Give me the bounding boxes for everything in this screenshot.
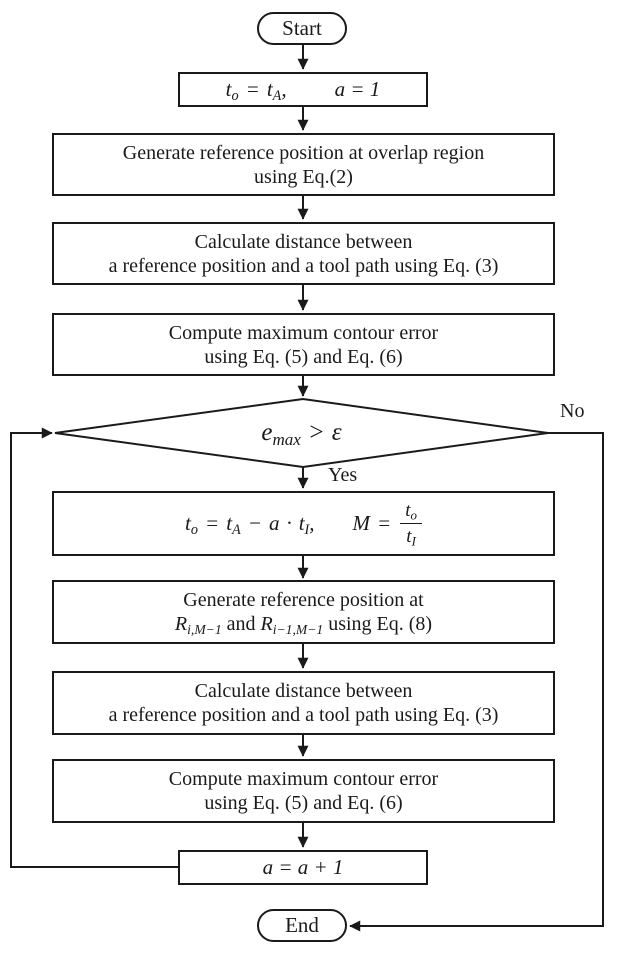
update-t2: t (226, 510, 233, 535)
decision-epsilon: ε (331, 419, 342, 446)
gen-r-R1-base: R (174, 613, 188, 635)
update-fraction-numerator (400, 500, 422, 524)
start-label: Start (282, 16, 322, 40)
init-comma: , (281, 76, 287, 101)
init-tA: t (266, 76, 273, 101)
init-tA-sub: A (272, 87, 282, 104)
compute-err-2-line1: Compute maximum contour error (168, 768, 439, 790)
update-t3-sub: I (304, 521, 310, 538)
gen-r-R2-sub: i−1,M−1 (272, 621, 324, 637)
init-t-sub: o (231, 87, 239, 104)
compute-err-1-node (52, 313, 555, 376)
update-M (353, 512, 399, 535)
gen-r-R2-base: R (260, 613, 273, 635)
compute-err-2-line2: using Eq. (5) and Eq. (6) (204, 792, 403, 814)
gen-r-line2 (175, 612, 432, 636)
start-node (257, 12, 347, 45)
gen-r-tail: using Eq. (8) (328, 613, 433, 635)
update-lhs (185, 510, 315, 538)
gen-r-R1-sub: i,M−1 (187, 621, 222, 637)
update-t3: t (298, 510, 305, 535)
gen-overlap-line2: using Eq.(2) (254, 165, 353, 188)
compute-err-1-line1: Compute maximum contour error (168, 321, 439, 344)
update-den-base: t (406, 526, 412, 547)
init-node (178, 72, 428, 107)
yes-edge-label: Yes (328, 464, 358, 486)
gen-r-node (52, 580, 555, 644)
update-equals1: = (205, 510, 220, 535)
end-label: End (285, 913, 319, 937)
init-a-expr: a = 1 (334, 76, 381, 101)
gen-r-R1 (175, 613, 222, 635)
gen-r-and: and (226, 613, 256, 635)
init-equals: = (245, 76, 260, 101)
calc-dist-2-line1: Calculate distance between (194, 680, 413, 702)
update-num-sub: o (410, 507, 417, 523)
end-node (257, 909, 347, 942)
update-equals2: = (377, 510, 392, 535)
update-t1-sub: o (190, 521, 199, 538)
calc-dist-1-line1: Calculate distance between (194, 230, 413, 253)
gen-overlap-node (52, 133, 555, 196)
decision-expression (261, 419, 341, 447)
update-minus: − (247, 510, 262, 535)
update-fraction (400, 500, 422, 547)
decision-node (55, 399, 548, 467)
update-M-symbol: M (352, 510, 371, 535)
calc-dist-1-line2: a reference position and a tool path using Eq. (3) (108, 254, 499, 277)
no-edge-label: No (560, 400, 585, 422)
update-a: a (268, 510, 280, 535)
gen-r-R2 (261, 613, 324, 635)
increment-node (178, 850, 428, 885)
update-t2-sub: A (232, 521, 241, 538)
update-fraction-denominator (401, 524, 421, 547)
update-node (52, 491, 555, 556)
compute-err-1-line2: using Eq. (5) and Eq. (6) (204, 345, 403, 368)
init-equation (225, 76, 381, 104)
decision-operator: > (307, 419, 325, 446)
compute-err-2-node (52, 759, 555, 823)
update-comma: , (309, 510, 315, 535)
calc-dist-2-line2: a reference position and a tool path using Eq. (3) (108, 704, 499, 726)
calc-dist-1-node (52, 222, 555, 285)
decision-e: e (261, 419, 273, 446)
gen-r-line1: Generate reference position at (183, 589, 424, 611)
update-cdot: · (286, 510, 292, 535)
increment-expression: a = a + 1 (262, 854, 344, 879)
update-den-sub: I (411, 533, 416, 549)
calc-dist-2-node (52, 671, 555, 735)
gen-overlap-line1: Generate reference position at overlap region (122, 141, 485, 164)
update-t1: t (185, 510, 191, 535)
update-num-base: t (405, 500, 411, 521)
init-t: t (225, 76, 232, 101)
decision-e-sub: max (272, 429, 301, 449)
